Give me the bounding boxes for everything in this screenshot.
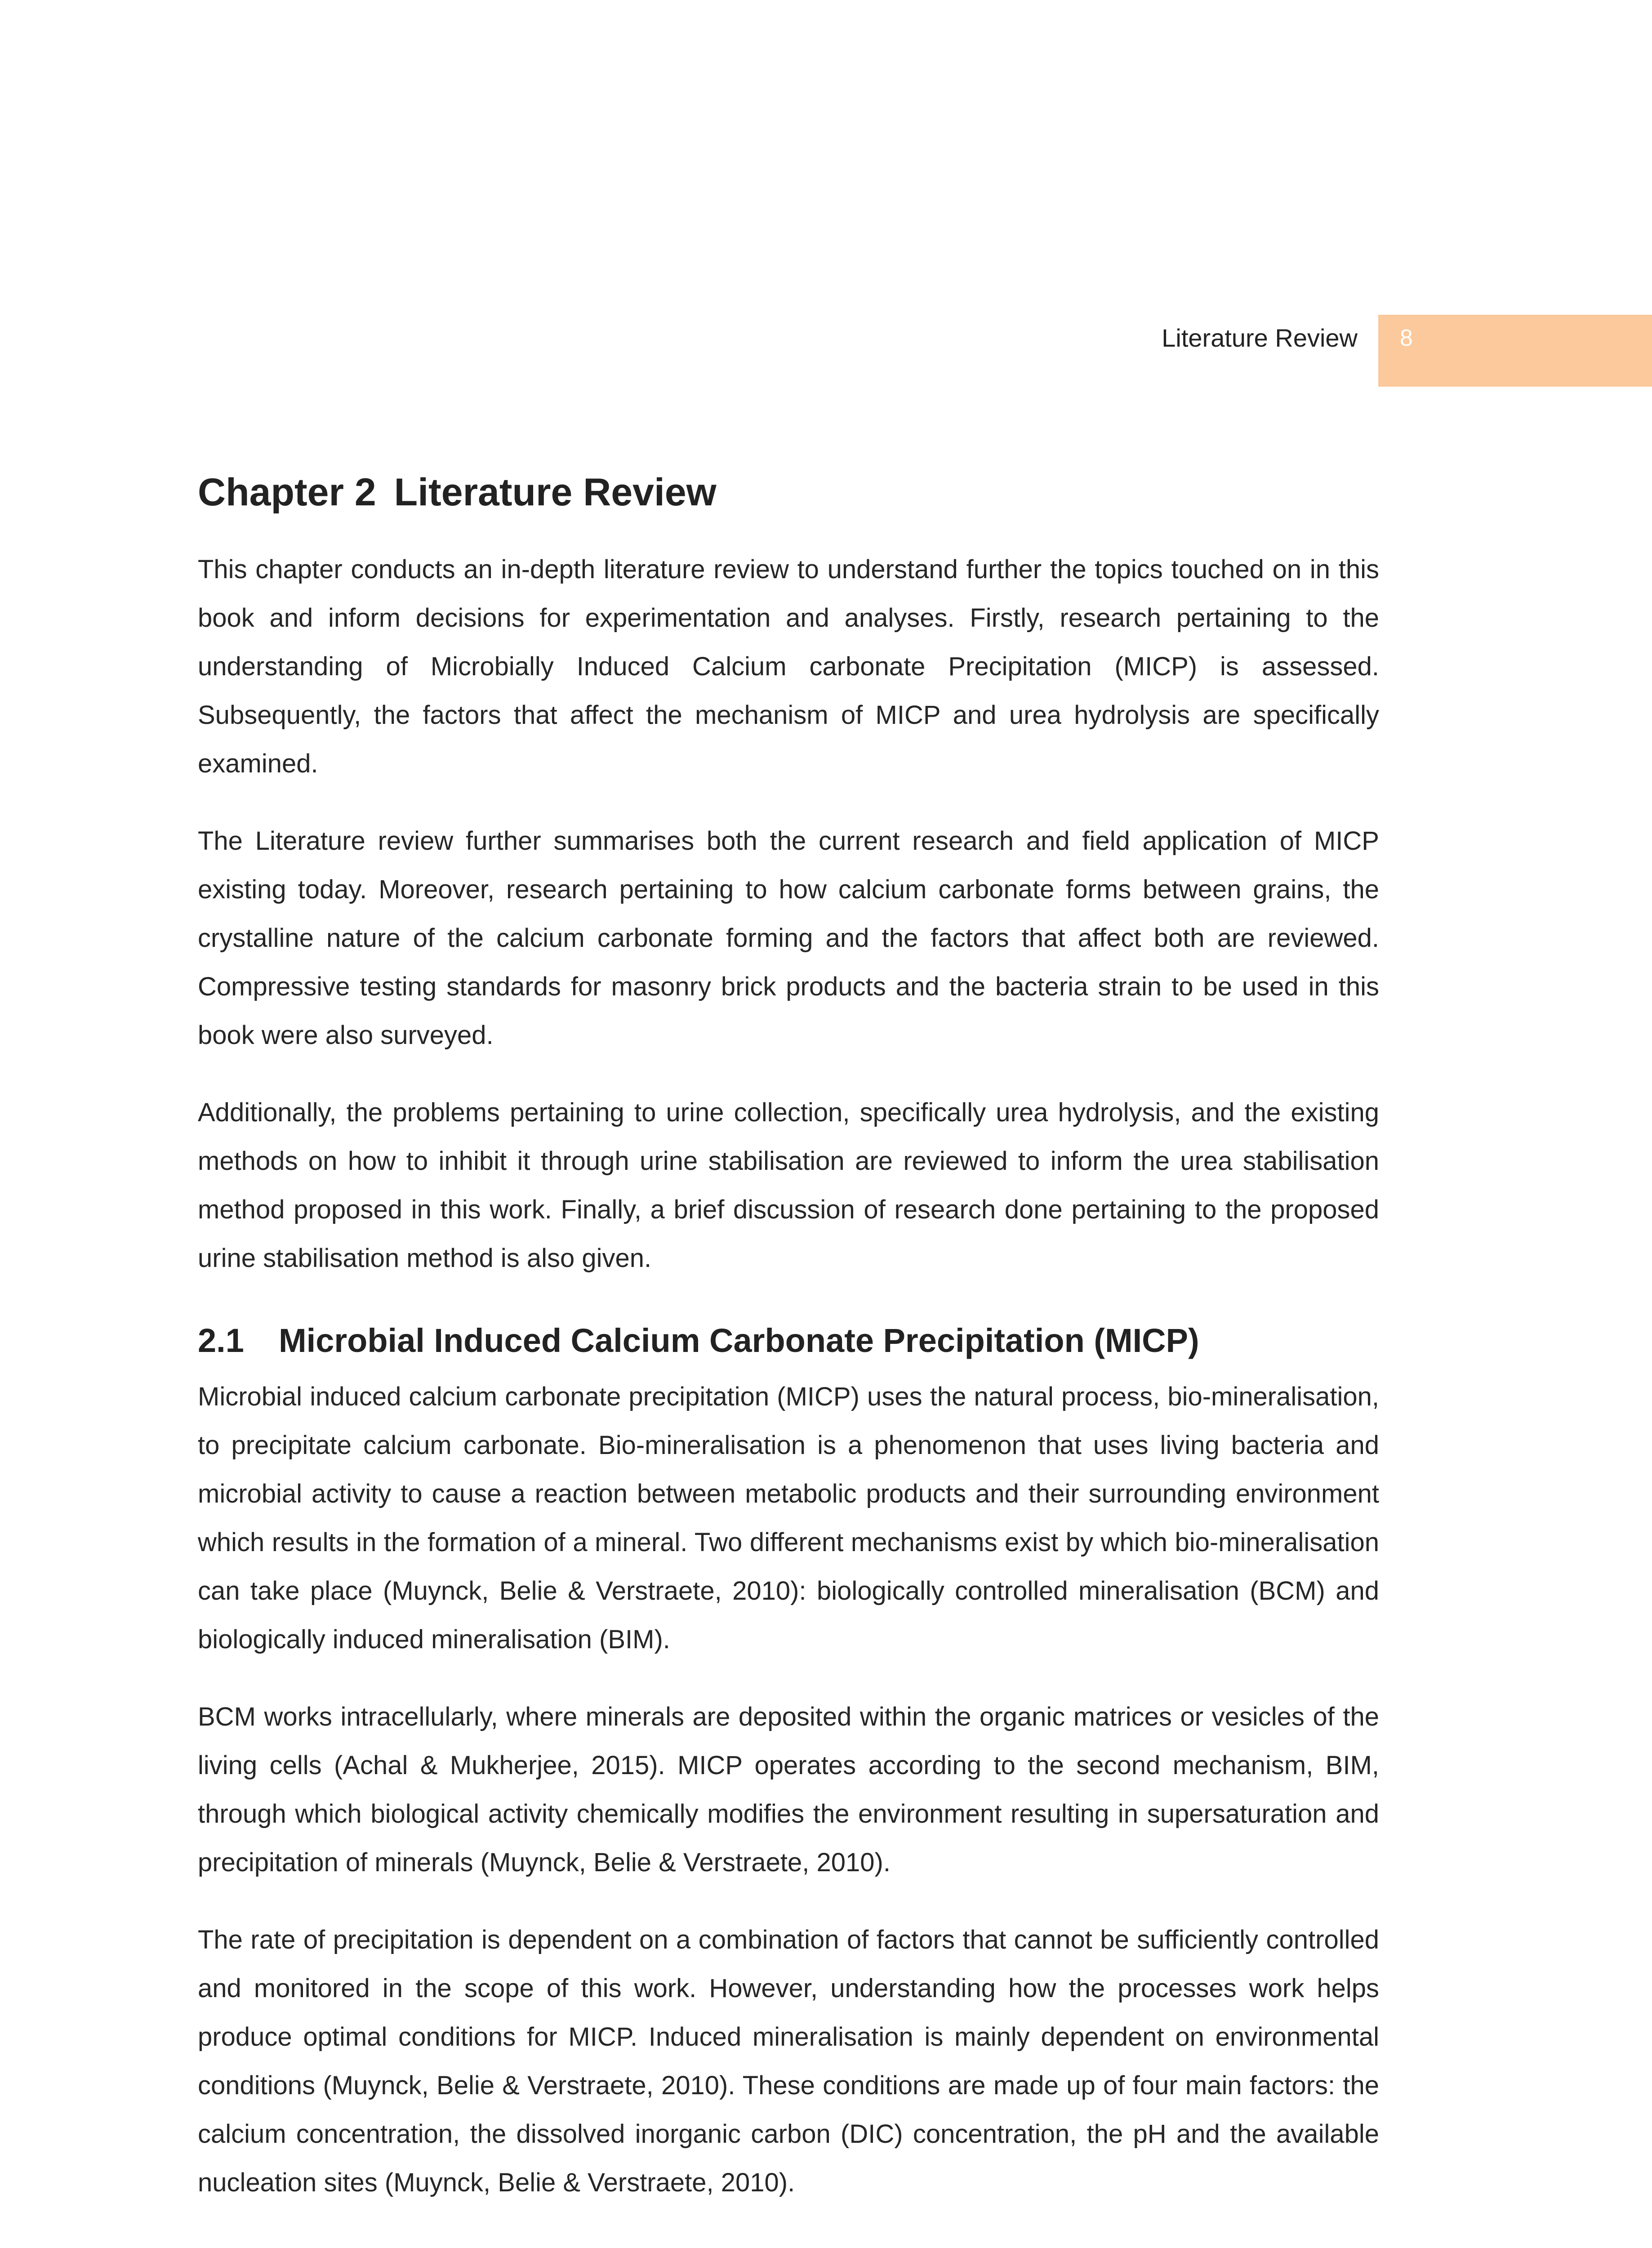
section-paragraph-2: BCM works intracellularly, where minerals are deposited within the organic matrices or vesicles of the living cells (Achal & Mukherjee, 2015). MICP operates according to the second mechanism, BIM, through which biological activity chemically modifies the environment resulting in supersaturation and precipitation of minerals (Muynck, Belie & Verstraete, 2010).	[198, 1702, 1379, 1877]
intro-paragraph-2: The Literature review further summarises both the current research and field application of MICP existing today. Moreover, research pertaining to how calcium carbonate forms between grains, the crystalline nature of the calcium carbonate forming and the factors that affect both are reviewed. Compressive testing standards for masonry brick products and the bacteria strain to be used in this book were also surveyed.	[198, 826, 1379, 1050]
section-title: Microbial Induced Calcium Carbonate Precipitation (MICP)	[279, 1322, 1199, 1359]
page-body	[198, 461, 1379, 2236]
intro-paragraph-3: Additionally, the problems pertaining to urine collection, specifically urea hydrolysis, and the existing methods on how to inhibit it through urine stabilisation are reviewed to inform the urea stabilisation method proposed in this work. Finally, a brief discussion of research done pertaining to the proposed urine stabilisation method is also given.	[198, 1098, 1379, 1273]
page-number: 8	[1400, 325, 1413, 351]
section-heading	[198, 1311, 1379, 1370]
chapter-title: Literature Review	[394, 471, 717, 514]
running-title: Literature Review	[1162, 324, 1358, 352]
section-paragraph-1: Microbial induced calcium carbonate precipitation (MICP) uses the natural process, bio-mineralisation, to precipitate calcium carbonate. Bio-mineralisation is a phenomenon that uses living bacteria and microbial activity to cause a reaction between metabolic products and their surrounding environment which results in the formation of a mineral. Two different mechanisms exist by which bio-mineralisation can take place (Muynck, Belie & Verstraete, 2010): biologically controlled mineralisation (BCM) and biologically induced mineralisation (BIM).	[198, 1382, 1379, 1654]
section-paragraph-3: The rate of precipitation is dependent on a combination of factors that cannot be sufficiently controlled and monitored in the scope of this work. However, understanding how the processes work helps produce optimal conditions for MICP. Induced mineralisation is mainly dependent on environmental conditions (Muynck, Belie & Verstraete, 2010). These conditions are made up of four main factors: the calcium concentration, the dissolved inorganic carbon (DIC) concentration, the pH and the available nucleation sites (Muynck, Belie & Verstraete, 2010).	[198, 1925, 1379, 2197]
chapter-heading	[198, 461, 1379, 524]
page-number-tab	[1378, 315, 1652, 387]
page-header	[0, 315, 1652, 387]
section-number: 2.1	[198, 1322, 244, 1359]
chapter-number: Chapter 2	[198, 471, 376, 514]
intro-paragraph-1: This chapter conducts an in-depth literature review to understand further the topics touched on in this book and inform decisions for experimentation and analyses. Firstly, research pertaining to the understanding of Microbially Induced Calcium carbonate Precipitation (MICP) is assessed. Subsequently, the factors that affect the mechanism of MICP and urea hydrolysis are specifically examined.	[198, 555, 1379, 778]
